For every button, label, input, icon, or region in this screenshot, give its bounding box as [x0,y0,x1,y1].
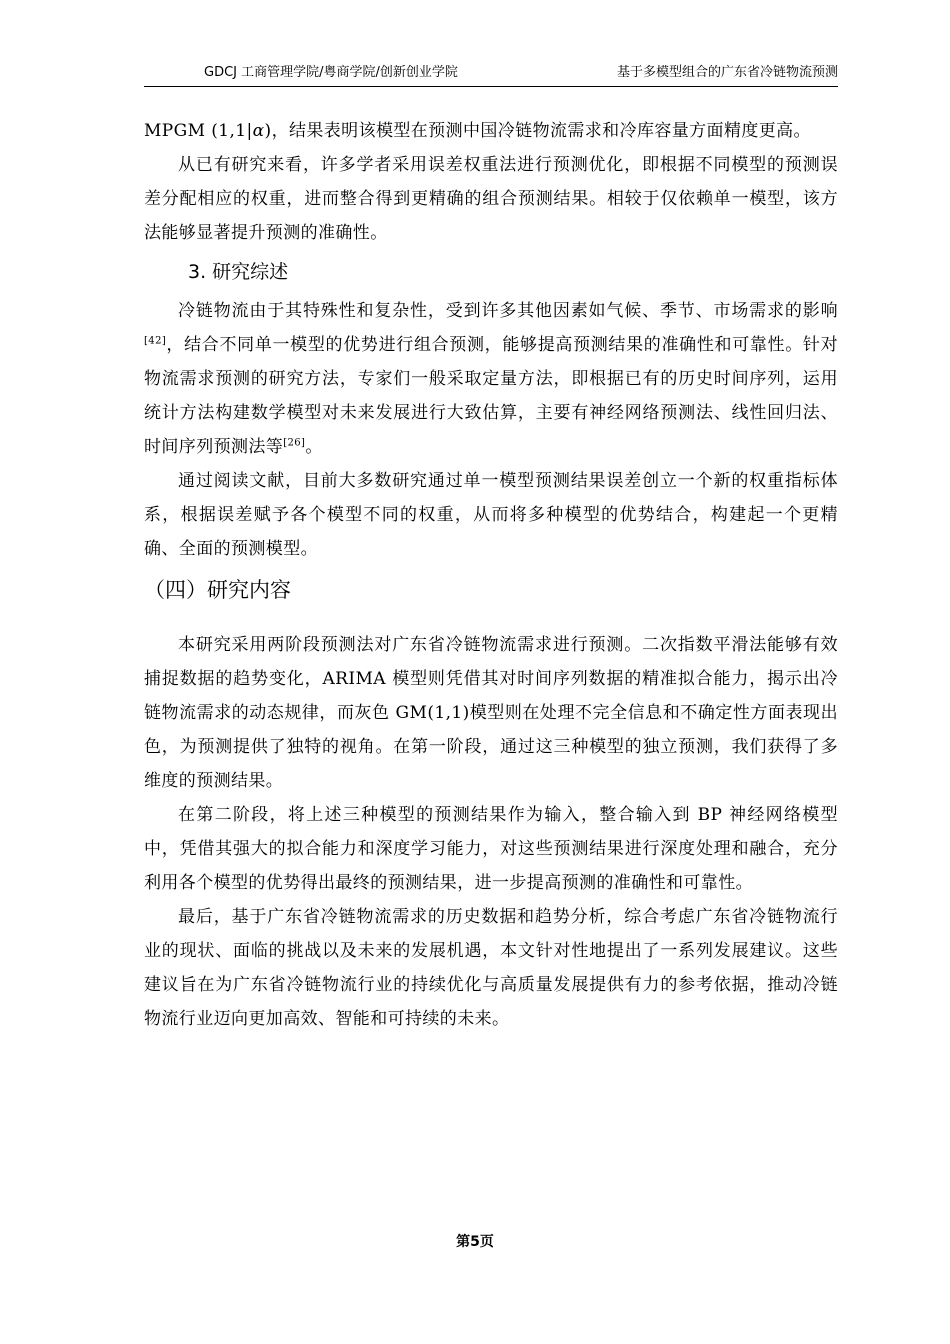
paragraph-2: 从已有研究来看，许多学者采用误差权重法进行预测优化，即根据不同模型的预测误差分配相应的权重，进而整合得到更精确的组合预测结果。相较于仅依赖单一模型，该方法能够显著提升预测的准确性。 [144,155,838,243]
paragraph-1-prefix: MPGM (1,1| [144,121,253,141]
page-header [144,62,838,87]
paragraph-7: 最后，基于广东省冷链物流需求的历史数据和趋势分析，综合考虑广东省冷链物流行业的现状、面临的挑战以及未来的发展机遇，本文针对性地提出了一系列发展建议。这些建议旨在为广东省冷链物流行业的持续优化与高质量发展提供有力的参考依据，推动冷链物流行业迈向更加高效、智能和可持续的未来。 [144,907,838,1029]
header-title: 基于多模型组合的广东省冷链物流预测 [616,65,838,80]
paragraph-3-part3: 。 [305,437,323,457]
section-subheading: 3. 研究综述 [188,261,289,283]
paragraph-3-part2: ，结合不同单一模型的优势进行组合预测，能够提高预测结果的准确性和可靠性。针对物流需求预测的研究方法，专家们一般采取定量方法，即根据已有的历史时间序列，运用统计方法构建数学模型对未来发展进行大致估算，主要有神经网络预测法、线性回归法、时间序列预测法等 [144,335,838,457]
paragraph-3 [144,294,838,464]
header-institution: GDCJ 工商管理学院/粤商学院/创新创业学院 [204,65,458,80]
paragraph-6: 在第二阶段，将上述三种模型的预测结果作为输入，整合输入到 BP 神经网络模型中，凭借其强大的拟合能力和深度学习能力，对这些预测结果进行深度处理和融合，充分利用各个模型的优势得出最终的预测结果，进一步提高预测的准确性和可靠性。 [144,805,838,893]
paragraph-3-part1: 冷链物流由于其特殊性和复杂性，受到许多其他因素如气候、季节、市场需求的影响 [178,301,838,321]
page-number: 第5页 [456,1234,494,1250]
paragraph-1 [144,114,838,148]
alpha-symbol: α [252,121,265,141]
section-heading: （四）研究内容 [144,578,291,602]
paragraph-1-suffix: )，结果表明该模型在预测中国冷链物流需求和冷库容量方面精度更高。 [264,121,811,141]
citation-26: [26] [283,437,306,449]
paragraph-5: 本研究采用两阶段预测法对广东省冷链物流需求进行预测。二次指数平滑法能够有效捕捉数据的趋势变化，ARIMA 模型则凭借其对时间序列数据的精准拟合能力，揭示出冷链物流需求的动态规律，而灰色 GM(1,1)模型则在处理不完全信息和不确定性方面表现出色，为预测提供了独特的视角。在第一阶段，通过这三种模型的独立预测，我们获得了多维度的预测结果。 [144,635,838,791]
document-body [144,114,838,1036]
citation-42: [42] [144,335,167,347]
paragraph-4: 通过阅读文献，目前大多数研究通过单一模型预测结果误差创立一个新的权重指标体系，根据误差赋予各个模型不同的权重，从而将多种模型的优势结合，构建起一个更精确、全面的预测模型。 [144,471,838,559]
